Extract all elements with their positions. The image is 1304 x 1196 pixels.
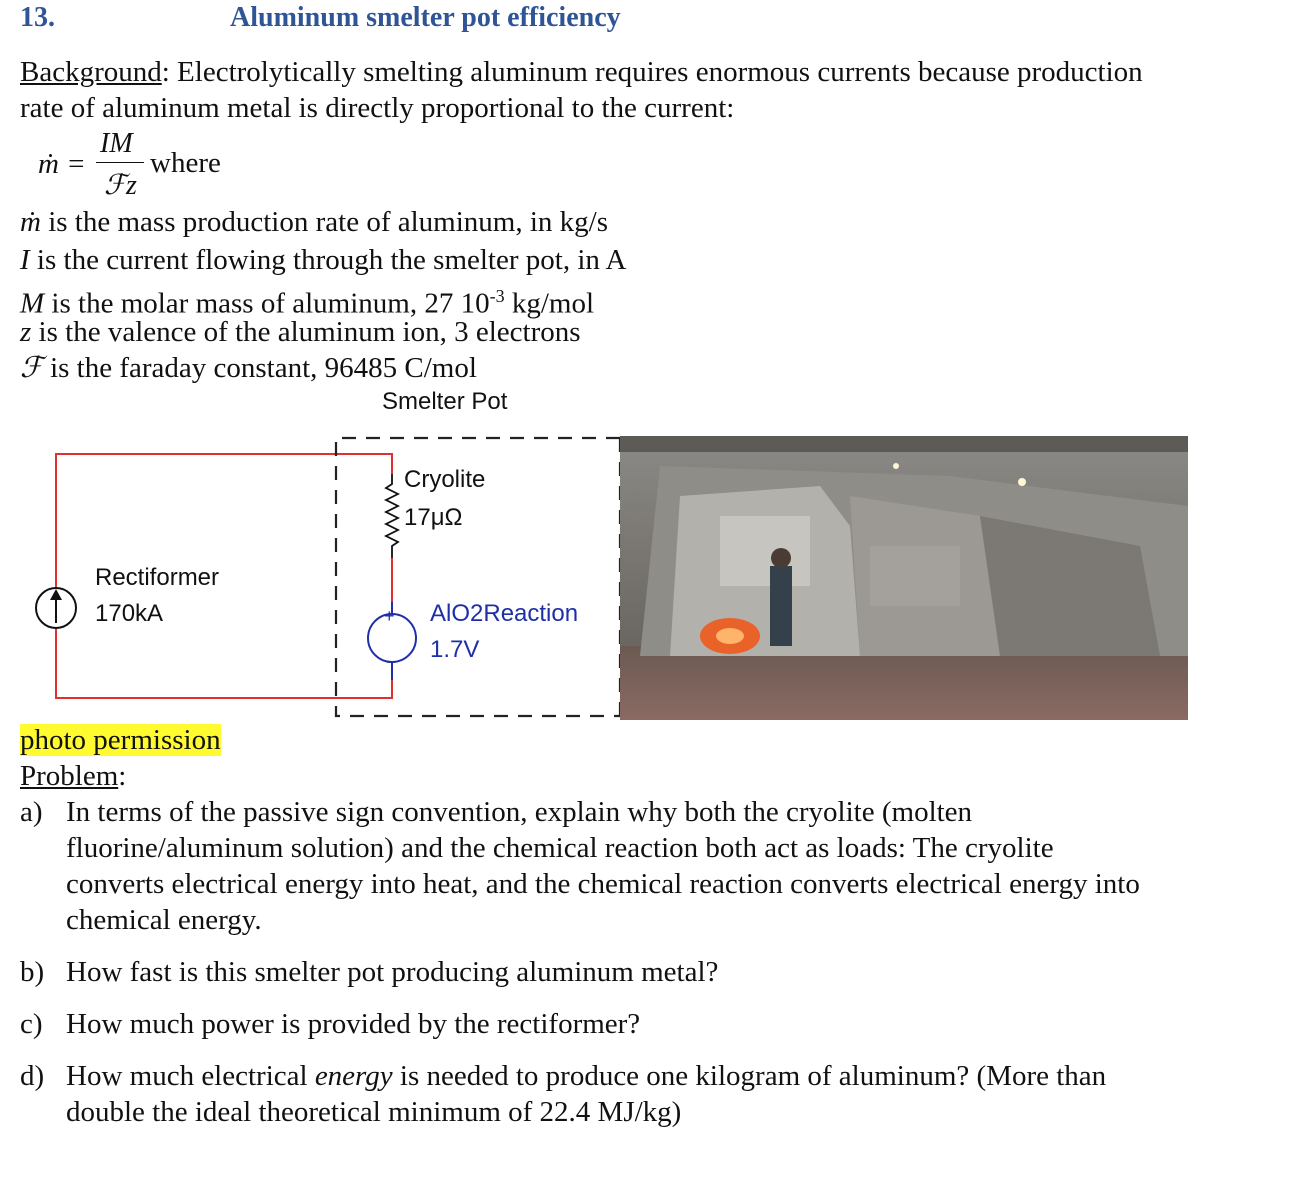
definition-faraday: ℱ is the faraday constant, 96485 C/mol	[20, 352, 477, 384]
question-c-text: How much power is provided by the rectiformer?	[66, 1008, 641, 1040]
question-b-label: b)	[20, 956, 45, 988]
smelter-photo	[620, 436, 1188, 720]
definition-molar-mass: M is the molar mass of aluminum, 27 $10^{-3}$ kg/mol	[20, 286, 595, 320]
background-label: Background	[20, 56, 162, 88]
background-line-2: rate of aluminum metal is directly proportional to the current:	[20, 92, 735, 124]
equation-denominator: ℱz	[104, 170, 137, 201]
emf-value: 1.7V	[430, 636, 480, 663]
problem-number: 13.	[20, 2, 55, 33]
question-c-label: c)	[20, 1008, 43, 1040]
question-d-line-2: double the ideal theoretical minimum of 22.4 MJ/kg)	[66, 1096, 682, 1128]
question-b-text: How fast is this smelter pot producing aluminum metal?	[66, 956, 719, 988]
equation-lhs: ṁ =	[38, 148, 86, 180]
problem-heading: Problem:	[20, 760, 127, 792]
fraction-bar	[96, 162, 144, 163]
question-d-label: d)	[20, 1060, 45, 1092]
page-title: Aluminum smelter pot efficiency	[230, 2, 621, 33]
definition-valence: z is the valence of the aluminum ion, 3 electrons	[20, 316, 581, 348]
question-a-line-4: chemical energy.	[66, 904, 262, 936]
background-line-1: Background: Electrolytically smelting aluminum requires enormous currents because production	[20, 56, 1143, 88]
source-name: Rectiformer	[95, 564, 220, 591]
definition-current: I is the current flowing through the smelter pot, in A	[20, 244, 627, 276]
question-a-line-3: converts electrical energy into heat, and the chemical reaction converts electrical energy into	[66, 868, 1140, 900]
question-a-line-1: In terms of the passive sign convention, explain why both the cryolite (molten	[66, 796, 973, 828]
emf-minus: −	[386, 652, 397, 672]
emf-plus: +	[384, 606, 395, 626]
smelter-pot-label: Smelter Pot	[382, 388, 508, 415]
definition-mdot: ṁ is the mass production rate of aluminum, in kg/s	[20, 206, 608, 238]
question-a-label: a)	[20, 796, 43, 828]
resistor-symbol	[386, 474, 398, 558]
equation-where: where	[150, 147, 221, 179]
circuit-diagram	[0, 380, 640, 725]
equation-numerator: IM	[100, 128, 133, 159]
emf-name: AlO2Reaction	[430, 600, 579, 627]
current-source-symbol	[36, 588, 76, 628]
question-a-line-2: fluorine/aluminum solution) and the chemical reaction both act as loads: The cryolite	[66, 832, 1054, 864]
question-d-line-1: How much electrical energy is needed to produce one kilogram of aluminum? (More than	[66, 1060, 1107, 1092]
resistor-name: Cryolite	[404, 466, 486, 493]
resistor-value: 17μΩ	[404, 504, 463, 531]
photo-permission-link[interactable]: photo permission	[20, 724, 221, 756]
wire-bottom	[56, 628, 392, 698]
source-value: 170kA	[95, 600, 164, 627]
